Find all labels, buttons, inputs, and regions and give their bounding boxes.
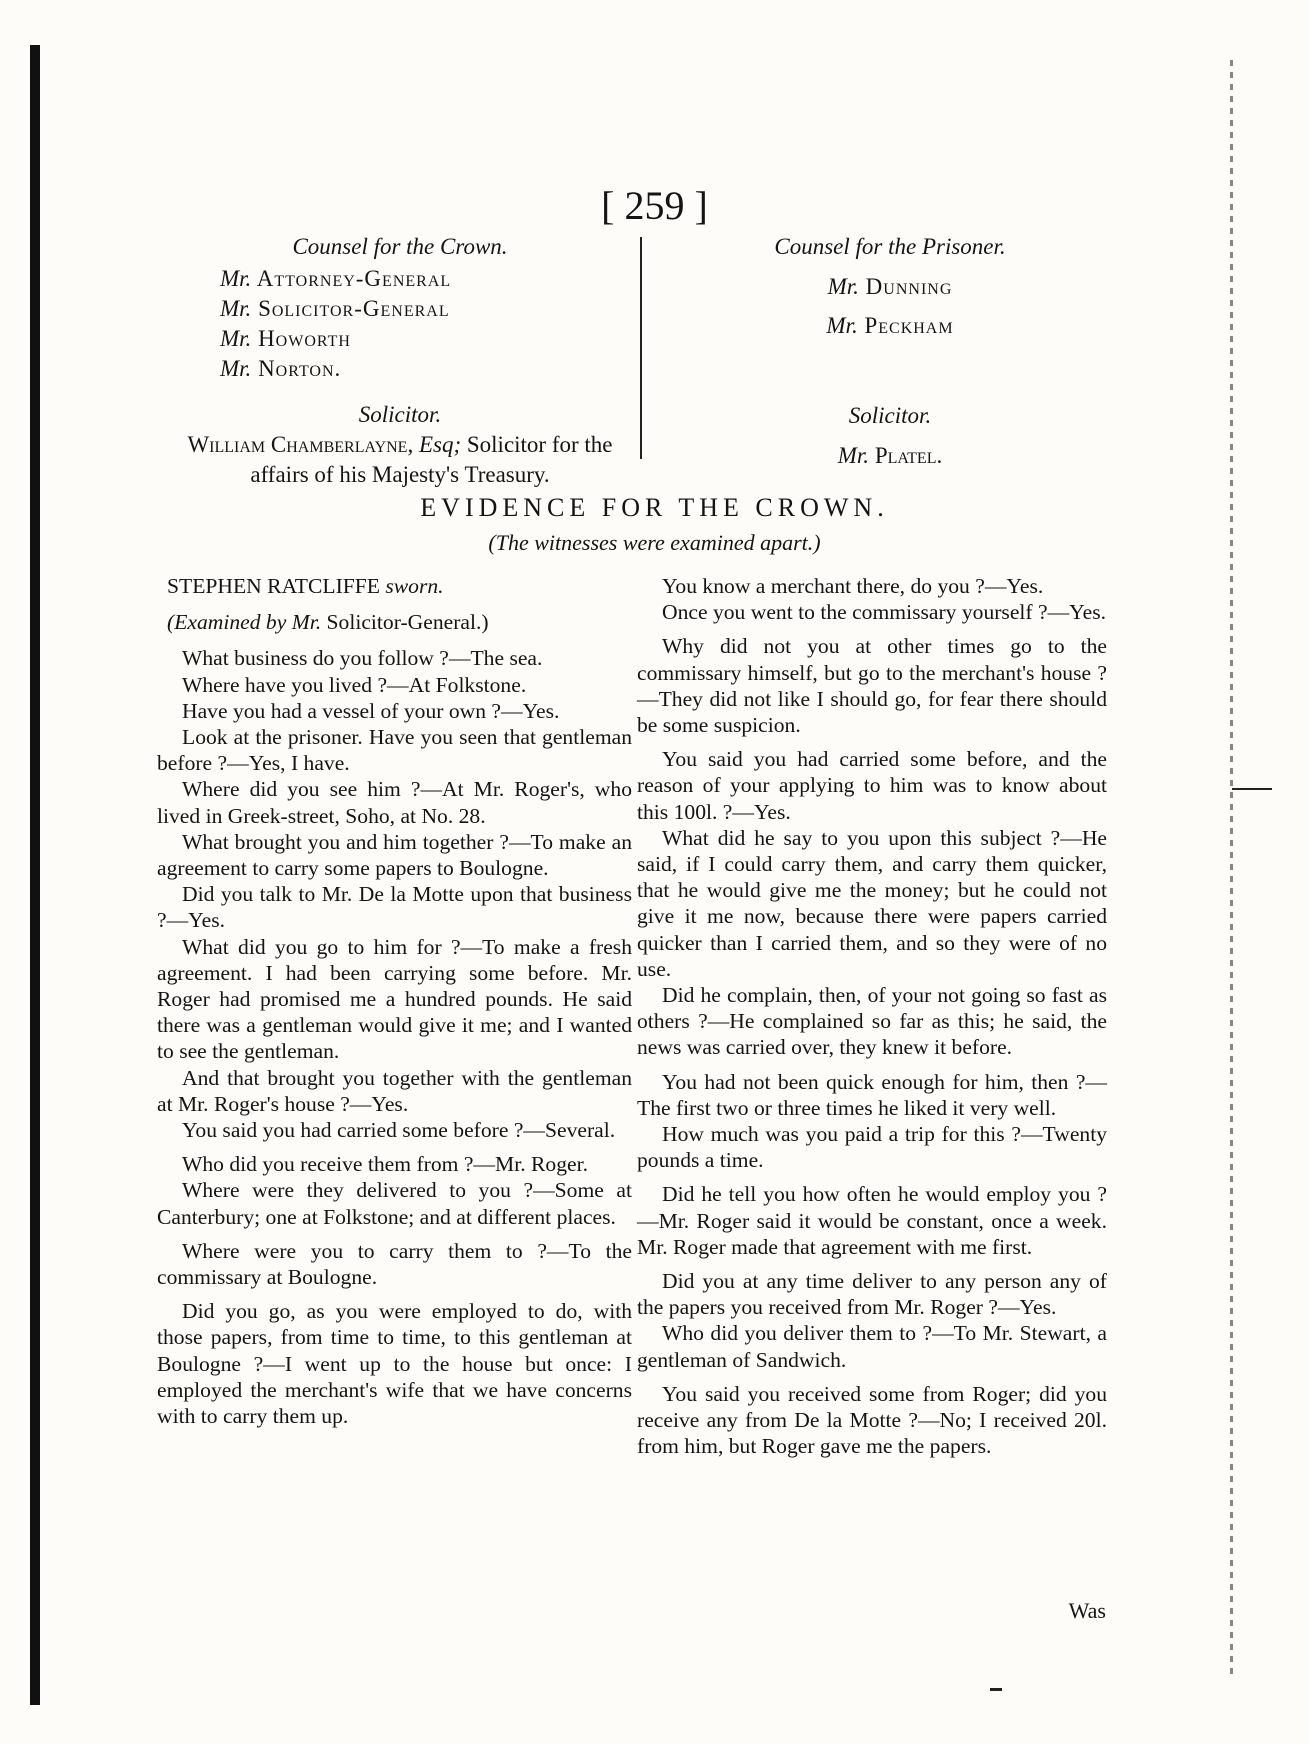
text-paragraph: You said you had carried some before ?—Several. [182, 1118, 616, 1143]
examined-by: (Examined by Mr. Solicitor-General.) [167, 610, 489, 635]
text-paragraph: How much was you paid a trip for this ?—Twenty pounds a time. [637, 1122, 1107, 1173]
header-divider [640, 237, 642, 459]
counsel-prisoner-heading: Counsel for the Prisoner. [774, 234, 1006, 259]
text-paragraph: Who did you deliver them to ?—To Mr. Stewart, a gentleman of Sandwich. [637, 1321, 1107, 1372]
counsel-name: Mr. Attorney-General [220, 266, 452, 291]
text-paragraph: Did you talk to Mr. De la Motte upon that business ?—Yes. [157, 882, 632, 933]
text-paragraph: Where have you lived ?—At Folkstone. [182, 672, 527, 697]
bottom-mark [990, 1688, 1002, 1691]
counsel-name: Mr. Peckham [826, 313, 954, 338]
counsel-crown-names [170, 264, 630, 384]
counsel-crown-heading: Counsel for the Crown. [292, 234, 508, 259]
page-number: [ 259 ] [601, 183, 708, 228]
text-paragraph: Who did you receive them from ?—Mr. Roger. [182, 1152, 588, 1177]
text-paragraph: Have you had a vessel of your own ?—Yes. [182, 698, 560, 723]
text-paragraph: Where were they delivered to you ?—Some at Canterbury; one at Folkstone; and at different places. [157, 1178, 632, 1229]
page-right-edge [1230, 60, 1233, 1680]
section-title: EVIDENCE FOR THE CROWN. [420, 493, 889, 522]
counsel-name: Mr. Solicitor-General [220, 296, 450, 321]
counsel-name: Mr. Norton. [220, 356, 342, 381]
text-paragraph: Did he complain, then, of your not going so fast as others ?—He complained so far as this; he said, the news was carried over, they knew it before. [637, 983, 1107, 1060]
text-paragraph: Did he tell you how often he would employ you ?—Mr. Roger said it would be constant, once a week. Mr. Roger made that agreement with me first. [637, 1182, 1107, 1259]
counsel-name: Mr. Dunning [827, 274, 953, 299]
counsel-prisoner-block [660, 232, 1120, 471]
counsel-crown-block [170, 232, 630, 490]
text-paragraph: What brought you and him together ?—To make an agreement to carry some papers to Boulogne. [157, 829, 632, 881]
text-paragraph: You said you received some from Roger; did you receive any from De la Motte ?—No; I received 20l. from him, but Roger gave me the papers. [637, 1381, 1107, 1459]
margin-mark [1232, 788, 1272, 790]
text-paragraph: Once you went to the commissary yourself ?—Yes. [662, 600, 1106, 625]
text-paragraph: Why did not you at other times go to the commissary himself, but go to the merchant's house ?—They did not like I should go, for fear there should be some suspicion. [637, 634, 1107, 738]
text-paragraph: What did you go to him for ?—To make a fresh agreement. I had been carrying some before. Mr. Roger had promised me a hundred pounds. He said there was a gentleman would give it me; and I wanted to see the gentleman. [157, 934, 632, 1064]
text-paragraph: Did you at any time deliver to any person any of the papers you received from Mr. Roger ?—Yes. [637, 1269, 1107, 1320]
text-paragraph: You said you had carried some before, and the reason of your applying to him was to know about this 100l. ?—Yes. [637, 747, 1107, 824]
text-paragraph: Did you go, as you were employed to do, with those papers, from time to time, to this gentleman at Boulogne ?—I went up to the house but once: I employed the merchant's wife that we have concerns with to carry them up. [157, 1299, 632, 1429]
solicitor-crown-text: William Chamberlayne, Esq; Solicitor for the affairs of his Majesty's Treasury. [187, 432, 613, 487]
section-note: (The witnesses were examined apart.) [488, 530, 821, 555]
text-paragraph: Where did you see him ?—At Mr. Roger's, who lived in Greek-street, Soho, at No. 28. [157, 777, 632, 828]
text-paragraph: What business do you follow ?—The sea. [182, 646, 543, 671]
text-paragraph: And that brought you together with the gentleman at Mr. Roger's house ?—Yes. [157, 1065, 632, 1116]
solicitor-prisoner-name: Mr. Platel. [837, 443, 943, 468]
solicitor-prisoner-heading: Solicitor. [848, 403, 932, 428]
right-text-column [637, 573, 1107, 1460]
text-paragraph: You had not been quick enough for him, then ?—The first two or three times he liked it very well. [637, 1069, 1107, 1120]
left-text-column [157, 573, 632, 1429]
text-paragraph: Where were you to carry them to ?—To the commissary at Boulogne. [157, 1238, 632, 1290]
text-paragraph: What did he say to you upon this subject ?—He said, if I could carry them, and carry them quicker, that he would give me the money; but he could not give it me now, because there were papers carried quicker than I carried them, and so they were of no use. [637, 825, 1107, 981]
solicitor-crown-heading: Solicitor. [358, 402, 442, 427]
witness-heading: STEPHEN RATCLIFFE sworn. [167, 574, 444, 598]
page-binding-edge [30, 45, 40, 1705]
catchword: Was [1068, 1598, 1106, 1623]
text-paragraph: You know a merchant there, do you ?—Yes. [662, 574, 1044, 598]
counsel-name: Mr. Howorth [220, 326, 351, 351]
text-paragraph: Look at the prisoner. Have you seen that gentleman before ?—Yes, I have. [157, 725, 632, 776]
